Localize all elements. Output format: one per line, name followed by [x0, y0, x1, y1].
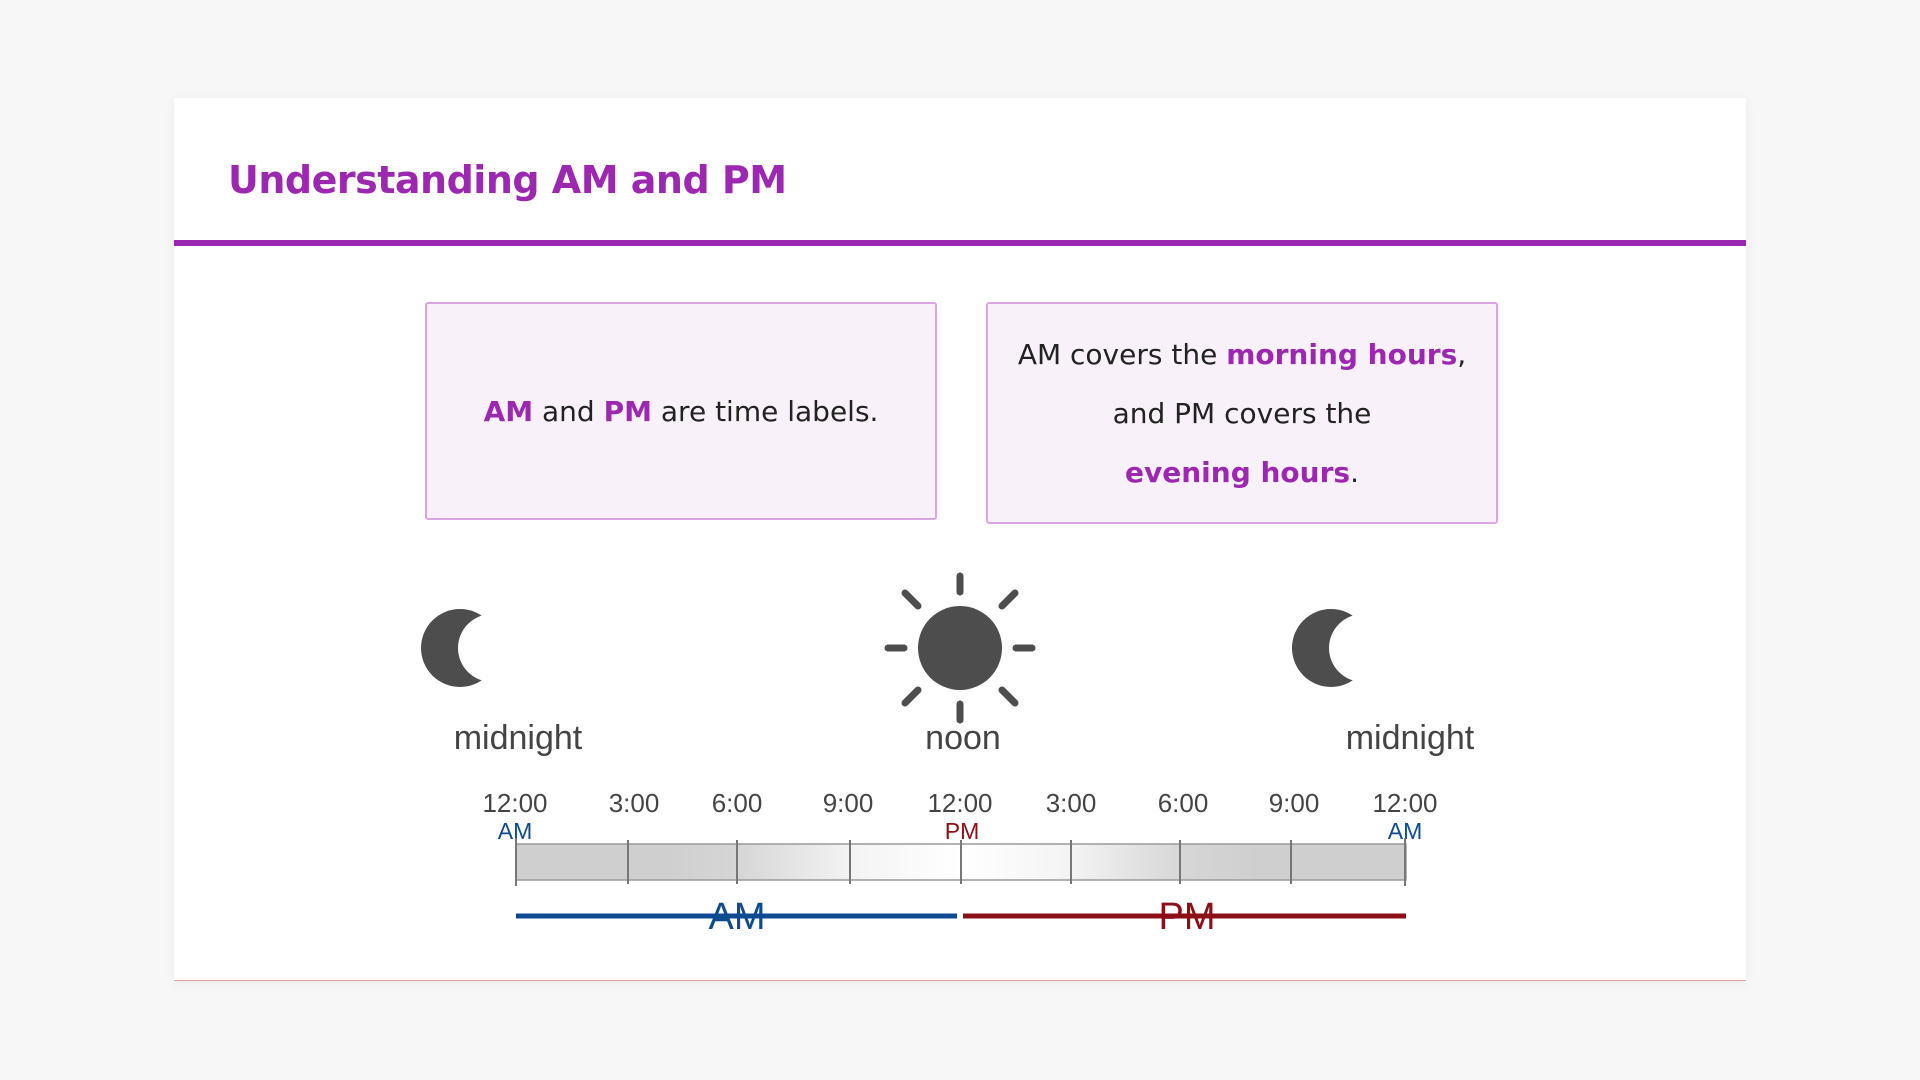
- am-span: [516, 896, 957, 938]
- period-text: .: [1350, 455, 1359, 489]
- tick-label: 12:00: [927, 788, 993, 818]
- tick-label: 9:00: [822, 788, 874, 818]
- tick-label: 6:00: [711, 788, 763, 818]
- slide: [174, 98, 1746, 981]
- moon-icon: [1292, 609, 1397, 687]
- tick-label: 12:00: [1372, 788, 1438, 818]
- tick-label: 12:00: [482, 788, 548, 818]
- midnight-label-right: midnight: [1345, 719, 1475, 757]
- am-pm-timeline-diagram: [174, 98, 1746, 980]
- pm-sublabel-noon: PM: [944, 818, 980, 844]
- slide-title: Understanding AM and PM: [228, 158, 787, 202]
- and-text: and: [533, 394, 604, 428]
- pm-covers-text: and PM covers the: [1112, 396, 1372, 430]
- morning-hours-highlight: morning hours: [1226, 337, 1458, 371]
- am-highlight: AM: [483, 394, 534, 428]
- am-sublabel-start: AM: [497, 818, 533, 844]
- labels-text: are time labels.: [651, 394, 879, 428]
- sun-icon: [888, 576, 1032, 720]
- midnight-label-left: midnight: [453, 719, 583, 757]
- tick-label: 9:00: [1268, 788, 1320, 818]
- pm-period-label: PM: [1158, 896, 1216, 938]
- am-period-label: AM: [708, 896, 766, 938]
- comma-text: ,: [1457, 337, 1467, 371]
- pm-highlight: PM: [603, 394, 652, 428]
- am-covers-text: AM covers the: [1017, 337, 1227, 371]
- noon-label: noon: [925, 719, 1001, 757]
- tick-label: 3:00: [608, 788, 660, 818]
- am-sublabel-end: AM: [1387, 818, 1423, 844]
- pm-span: [963, 896, 1406, 938]
- evening-hours-highlight: evening hours: [1125, 455, 1351, 489]
- moon-icon: [421, 609, 526, 687]
- tick-label: 6:00: [1157, 788, 1209, 818]
- tick-label: 3:00: [1045, 788, 1097, 818]
- tick-labels: [482, 788, 1437, 818]
